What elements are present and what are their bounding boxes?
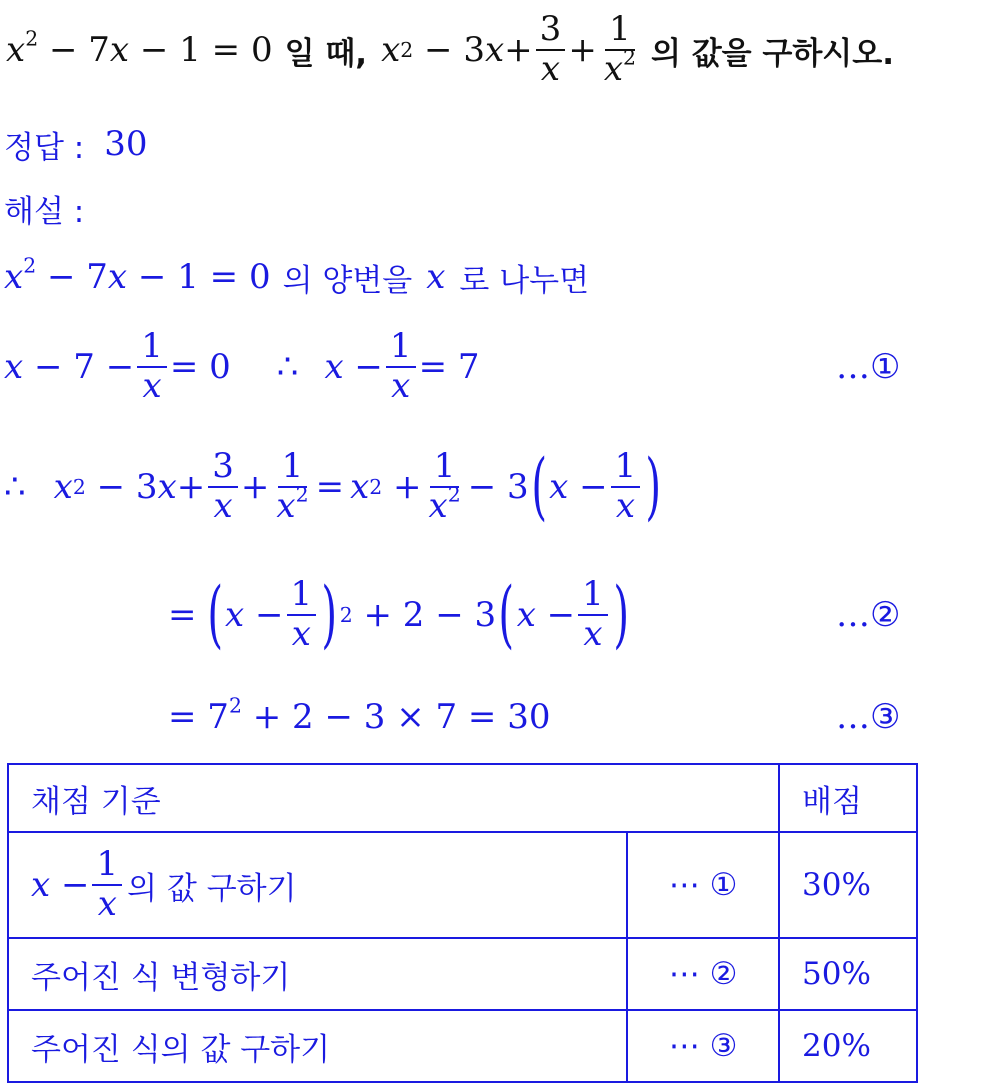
rubric-header-row <box>8 764 917 832</box>
solution-step-2 <box>0 432 664 542</box>
rubric-row <box>8 832 917 938</box>
rubric-points: 20% <box>779 1010 917 1082</box>
target-expression: x 2 − 3 x + $\frac{3}{x}$ + $\frac{1}{x^2}$ <box>381 9 636 89</box>
rubric-table <box>7 763 918 1083</box>
rubric-criterion-cell <box>8 832 627 938</box>
rubric-criterion-text: 의 값 구하기 <box>127 870 297 907</box>
rubric-criterion-text: 주어진 식의 값 구하기 <box>8 1010 627 1082</box>
step1-equation: x − 7 − $\frac{1}{x}$ = 0 ∴ x − $\frac{1}{x}$ = 7 <box>4 326 480 406</box>
solution-step-4 <box>0 690 993 744</box>
step4-mark: …③ <box>836 697 901 737</box>
rubric-points: 50% <box>779 938 917 1010</box>
step3-equation: = ( x − $\frac{1}{x}$ ) 2 + 2 − 3 ( x − $\frac{1}{x}$ ) <box>168 572 629 658</box>
solution-step-1 <box>0 322 993 412</box>
step1-mark: …① <box>836 347 901 387</box>
step0-text: 의 양변을 <box>282 262 413 299</box>
answer-value: 30 <box>104 124 148 164</box>
step4-equation: = $7^2 + 2 - 3 \times 7 = 30$ <box>168 693 551 737</box>
step0-var: x <box>426 257 446 297</box>
answer-line <box>0 120 147 168</box>
step3-mark: …② <box>836 595 901 635</box>
answer-label: 정답 : <box>4 129 85 166</box>
step0-equation: $x^2 - 7x - 1 = 0$ <box>4 253 271 297</box>
rubric-points: 30% <box>779 832 917 938</box>
step0-text2: 로 나누면 <box>459 262 590 299</box>
solution-step-3 <box>0 560 993 670</box>
rubric-row <box>8 1010 917 1082</box>
solution-step-0 <box>0 252 589 302</box>
solution-label: 해설 : <box>4 193 85 230</box>
rubric-header-points: 배점 <box>779 764 917 832</box>
condition-text: 일 때, <box>284 35 368 72</box>
condition-equation: $x^2 - 7x - 1 = 0$ <box>6 26 273 70</box>
rubric-header-criteria: 채점 기준 <box>8 764 779 832</box>
rubric-mark: ⋯ ① <box>627 832 779 938</box>
rubric-row <box>8 938 917 1010</box>
rubric-criterion-text: 주어진 식 변형하기 <box>8 938 627 1010</box>
problem-statement <box>0 0 894 100</box>
solution-label-line <box>0 184 84 232</box>
problem-suffix: 의 값을 구하시오. <box>650 35 894 72</box>
rubric-criterion-math: x − $\frac{1}{x}$ <box>31 847 125 922</box>
rubric-mark: ⋯ ③ <box>627 1010 779 1082</box>
step2-equation: ∴ x 2 − 3 x + $\frac{3}{x}$ + $\frac{1}{x^2}$ = x 2 + $\frac{1}{x^2}$ − 3 ( x − $\frac{1}{x}$ ) <box>4 444 662 530</box>
rubric-mark: ⋯ ② <box>627 938 779 1010</box>
